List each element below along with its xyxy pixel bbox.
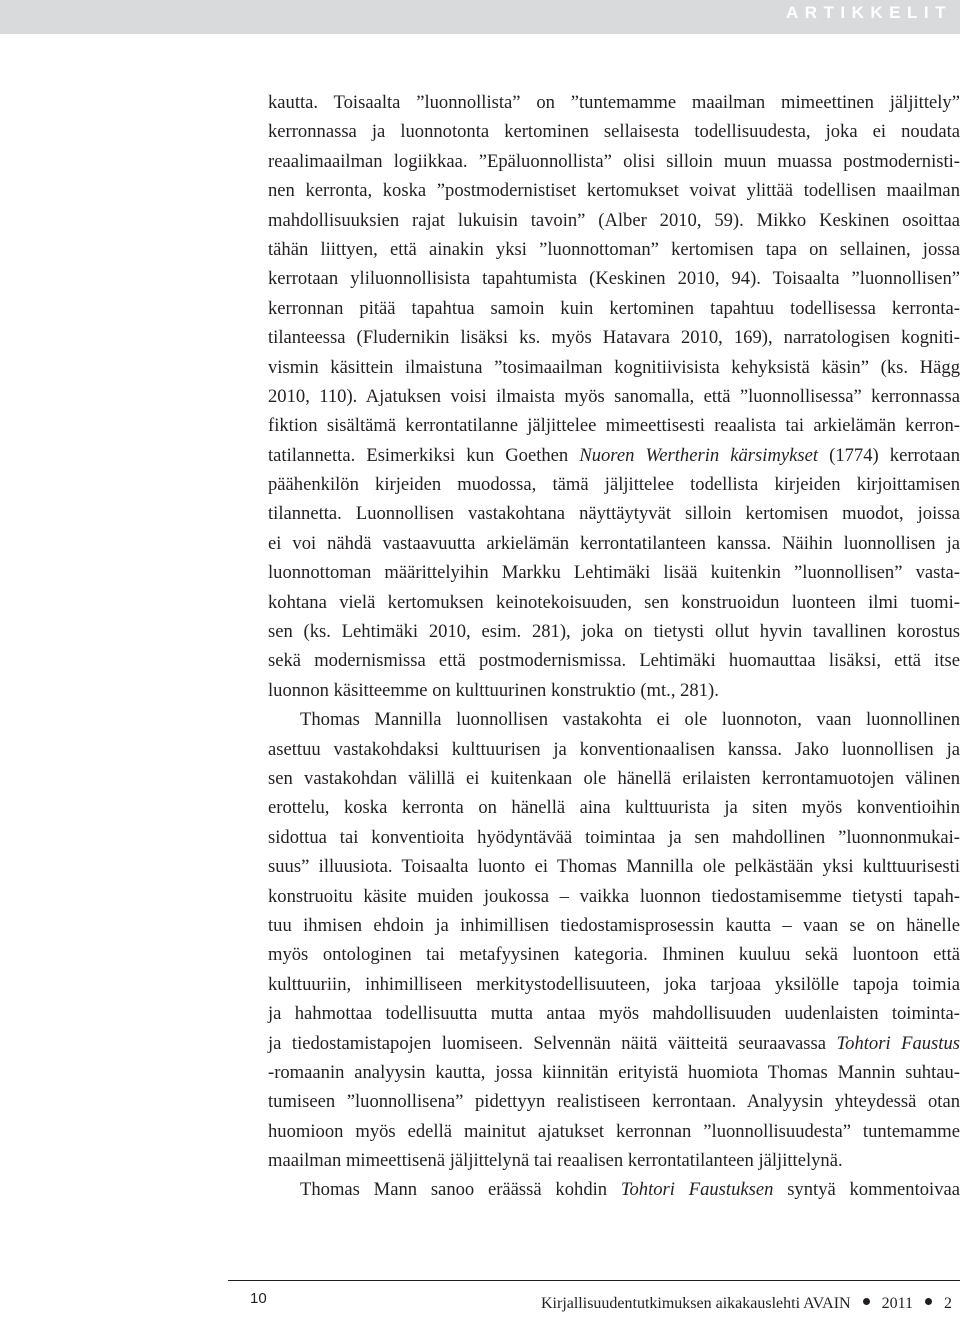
text-line: tuu ihmisen ehdoin ja inhimillisen tiedostamisprosessin kautta – vaan se on hänelle <box>268 914 960 936</box>
text-run: tatilannetta. Esimerkiksi kun Goethen <box>268 444 580 466</box>
text-line: konstruoitu käsite muiden joukossa – vaikka luonnon tiedostamisemme tietysti tapah- <box>268 885 960 907</box>
text-line: sekä modernismissa että postmodernismissa. Lehtimäki huomauttaa lisäksi, että itse <box>268 650 960 672</box>
text-line: nen kerronta, koska ”postmodernistiset kertomukset voivat ylittää todellisen maailman <box>268 180 960 202</box>
text-line: sen (ks. Lehtimäki 2010, esim. 281), joka on tietysti ollut hyvin tavallinen korostus <box>268 621 960 643</box>
journal-footer <box>541 1295 952 1313</box>
italic-title: Nuoren Wertherin kärsimykset <box>579 444 819 466</box>
text-line: Thomas Mannilla luonnollisen vastakohta ei ole luonnoton, vaan luonnollinen <box>300 709 960 731</box>
journal-year: 2011 <box>881 1295 913 1312</box>
text-line: kohtana vielä kertomuksen keinotekoisuuden, sen konstruoidun luonteen ilmi tuomi- <box>268 591 960 613</box>
text-line: kautta. Toisaalta ”luonnollista” on ”tuntemamme maailman mimeettinen jäljittely” <box>268 92 960 113</box>
text-line: 2010, 110). Ajatuksen voisi ilmaista myös sanomalla, että ”luonnollisessa” kerronnassa <box>268 385 960 407</box>
italic-title: Tohtori Faustus <box>836 1032 960 1054</box>
text-line: sen vastakohdan välillä ei kuitenkaan ole hänellä erilaisten kerrontamuotojen välinen <box>268 767 960 789</box>
text-line: huomioon myös edellä mainitut ajatukset kerronnan ”luonnollisuudesta” tuntemamme <box>268 1120 960 1142</box>
text-line: -romaanin analyysin kautta, jossa kiinnitän erityistä huomiota Thomas Mannin suhtau- <box>268 1061 960 1083</box>
text-line: kerrotaan yliluonnollisista tapahtumista (Keskinen 2010, 94). Toisaalta ”luonnollisen” <box>268 268 960 290</box>
text-line <box>268 1175 960 1204</box>
text-line: kulttuuriin, inhimilliseen merkitystodellisuuteen, joka tarjoaa yksilölle tapoja toimia <box>268 973 960 995</box>
text-run: ja tiedostamistapojen luomiseen. Selvennän näitä väitteitä seuraavassa <box>268 1032 837 1054</box>
bullet-icon <box>925 1298 932 1305</box>
italic-title: Tohtori Faustuksen <box>620 1179 774 1201</box>
text-line: kerronnan pitää tapahtua samoin kuin kertominen tapahtuu todellisessa kerronta- <box>268 297 960 319</box>
text-line <box>268 441 960 470</box>
text-line: kerronnassa ja luonnotonta kertominen sellaisesta todellisuudesta, joka ei noudata <box>268 121 960 143</box>
paragraph-3 <box>268 1175 960 1204</box>
text-line: suus” illuusiota. Toisaalta luonto ei Thomas Mannilla ole pelkästään yksi kulttuurisesti <box>268 856 960 878</box>
text-line: tähän liittyen, että ainakin yksi ”luonnottoman” kertomisen tapa on sellainen, jossa <box>268 238 960 260</box>
article-body <box>268 88 960 1205</box>
paragraph-2 <box>268 705 960 1175</box>
text-line: reaalimaailman logiikkaa. ”Epäluonnollista” olisi silloin muun muassa postmodernisti- <box>268 150 960 172</box>
text-line: tilanteessa (Fludernikin lisäksi ks. myös Hatavara 2010, 169), narratologisen kogniti- <box>268 327 960 349</box>
text-line: ja hahmottaa todellisuutta mutta antaa myös mahdollisuuden uudenlaisten toiminta- <box>268 1003 960 1025</box>
header-bar <box>0 0 960 34</box>
bullet-icon <box>863 1298 870 1305</box>
text-line: luonnottoman määrittelyihin Markku Lehtimäki lisää kuitenkin ”luonnollisen” vasta- <box>268 562 960 584</box>
text-line: maailman mimeettisenä jäljittelynä tai reaalisen kerrontatilanteen jäljittelynä. <box>268 1150 843 1172</box>
text-line: ei voi nähdä vastaavuutta arkielämän kerrontatilanteen kanssa. Näihin luonnollisen ja <box>268 532 960 554</box>
text-line: päähenkilön kirjeiden muodossa, tämä jäljittelee todellista kirjeiden kirjoittamisen <box>268 474 960 496</box>
footer-rule <box>228 1280 960 1281</box>
text-line: sidottua tai konventioita hyödyntävää toimintaa ja sen mahdollinen ”luonnonmukai- <box>268 826 960 848</box>
text-line: luonnon käsitteemme on kulttuurinen konstruktio (mt., 281). <box>268 679 719 701</box>
text-line: vismin käsittein ilmaistuna ”tosimaailman kognitiivisista kehyksistä käsin” (ks. Hägg <box>268 356 960 378</box>
text-run: syntyä kommentoivaa <box>773 1179 960 1201</box>
text-line: myös ontologinen tai metafyysinen kategoria. Ihminen kuuluu sekä luontoon että <box>268 944 960 966</box>
text-run: Thomas Mann sanoo eräässä kohdin <box>300 1179 621 1201</box>
journal-issue: 2 <box>944 1295 952 1312</box>
journal-title: Kirjallisuudentutkimuksen aikakauslehti AVAIN <box>540 1295 851 1312</box>
section-label: ARTIKKELIT <box>785 3 952 22</box>
paragraph-1 <box>268 88 960 705</box>
text-line <box>268 1029 960 1058</box>
page-number: 10 <box>250 1290 267 1307</box>
text-line: mahdollisuuksien rajat lukuisin tavoin” (Alber 2010, 59). Mikko Keskinen osoittaa <box>268 209 960 231</box>
text-line: tumiseen ”luonnollisena” pidettyyn realistiseen kerrontaan. Analyysin yhteydessä otan <box>268 1091 960 1113</box>
text-line: tilannetta. Luonnollisen vastakohtana näyttäytyvät silloin kertomisen muodot, joissa <box>268 503 960 525</box>
text-line: fiktion sisältämä kerrontatilanne jäljittelee mimeettisesti reaalista tai arkielämän kerron- <box>268 415 960 437</box>
text-line: erottelu, koska kerronta on hänellä aina kulttuurista ja siten myös konventioihin <box>268 797 960 819</box>
text-run: (1774) kerrotaan <box>818 444 960 466</box>
text-line: asettuu vastakohdaksi kulttuurisen ja konventionaalisen kanssa. Jako luonnollisen ja <box>268 738 960 760</box>
